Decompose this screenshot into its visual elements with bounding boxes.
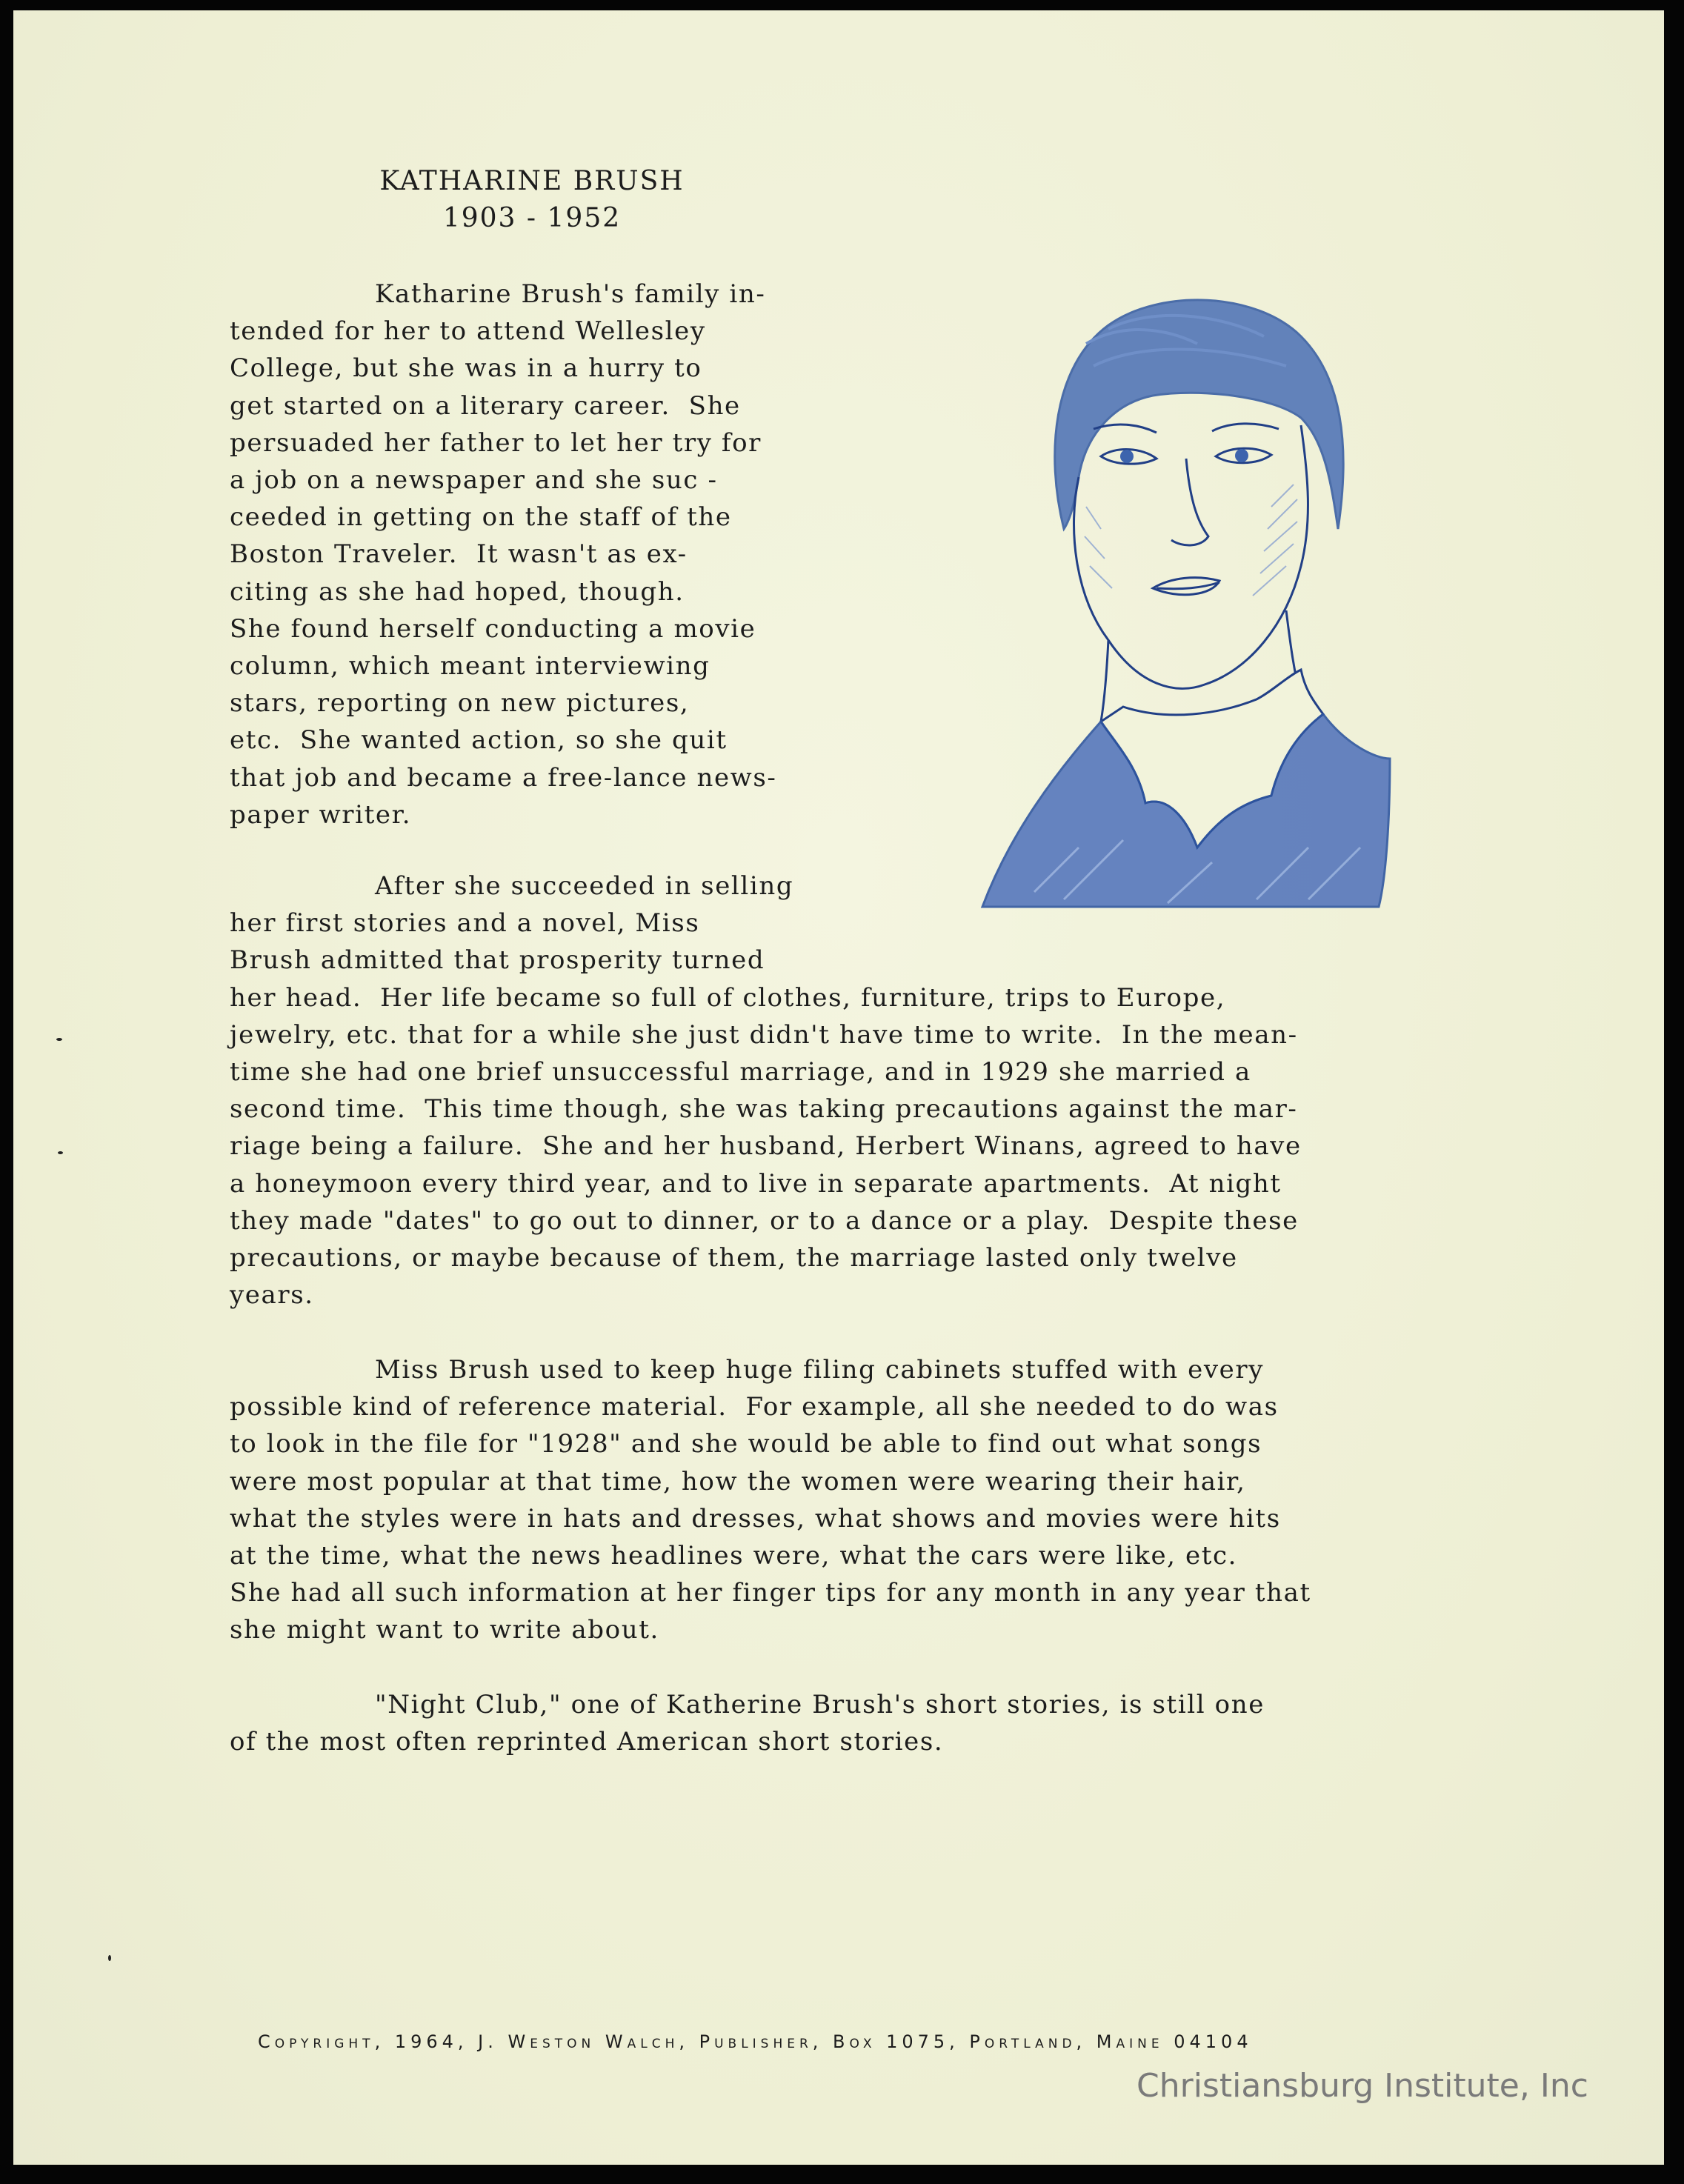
text-line: stars, reporting on new pictures, (230, 688, 690, 719)
text-line: second time. This time though, she was taking precautions against the mar- (230, 1094, 1298, 1125)
text-line: that job and became a free-lance news- (230, 762, 777, 793)
text-line: "Night Club," one of Katherine Brush's short stories, is still one (375, 1690, 1265, 1719)
paragraph-3 (230, 1351, 1311, 1649)
page-title (369, 163, 695, 237)
text-line: She had all such information at her finger tips for any month in any year that (230, 1578, 1311, 1608)
paragraph-1 (230, 276, 777, 833)
portrait-hair (1055, 300, 1343, 529)
text-line: paper writer. (230, 799, 412, 830)
text-line: etc. She wanted action, so she quit (230, 725, 728, 756)
paragraph-2 (230, 868, 1302, 1314)
text-line: her head. Her life became so full of clothes, furniture, trips to Europe, (230, 982, 1226, 1013)
text-line: She found herself conducting a movie (230, 613, 756, 644)
text-line: riage being a failure. She and her husband, Herbert Winans, agreed to have (230, 1131, 1302, 1162)
text-line: jewelry, etc. that for a while she just didn't have time to write. In the mean- (230, 1019, 1298, 1050)
text-line: were most popular at that time, how the women were wearing their hair, (230, 1466, 1246, 1496)
portrait-illustration (975, 284, 1397, 914)
paper-speck (108, 1955, 111, 1961)
copyright-footer: Copyright, 1964, J. Weston Walch, Publisher, Box 1075, Portland, Maine 04104 (258, 2031, 1253, 2052)
text-line: time she had one brief unsuccessful marriage, and in 1929 she married a (230, 1057, 1251, 1088)
text-line: After she succeeded in selling (375, 871, 794, 901)
text-line: they made "dates" to go out to dinner, or to a dance or a play. Despite these (230, 1205, 1299, 1236)
text-line: ceeded in getting on the staff of the (230, 502, 732, 533)
document-page (13, 10, 1664, 2165)
text-line: tended for her to attend Wellesley (230, 316, 706, 347)
author-years: 1903 - 1952 (442, 203, 622, 233)
text-line: possible kind of reference material. For example, all she needed to do was (230, 1392, 1279, 1422)
text-line: years. (230, 1280, 314, 1311)
text-line: citing as she had hoped, though. (230, 576, 685, 607)
paper-speck (56, 1038, 62, 1041)
paragraph-4 (230, 1686, 1265, 1760)
text-line: to look in the file for "1928" and she would be able to find out what songs (230, 1429, 1262, 1459)
text-line: a honeymoon every third year, and to live in separate apartments. At night (230, 1168, 1282, 1199)
text-line: persuaded her father to let her try for (230, 427, 762, 458)
text-line: precautions, or maybe because of them, the marriage lasted only twelve (230, 1243, 1238, 1274)
text-line: get started on a literary career. She (230, 390, 741, 421)
portrait-face (1074, 424, 1308, 689)
paper-speck (58, 1151, 63, 1154)
text-line: what the styles were in hats and dresses, what shows and movies were hits (230, 1503, 1281, 1534)
portrait-shading (1085, 485, 1297, 596)
text-line: Katharine Brush's family in- (375, 279, 766, 309)
text-line: College, but she was in a hurry to (230, 353, 702, 384)
text-line: Boston Traveler. It wasn't as ex- (230, 539, 688, 570)
text-line: her first stories and a novel, Miss (230, 908, 700, 939)
text-line: Brush admitted that prosperity turned (230, 945, 765, 976)
text-line: at the time, what the news headlines were, what the cars were like, etc. (230, 1541, 1238, 1571)
text-line: column, which meant interviewing (230, 651, 710, 682)
watermark-text: Christiansburg Institute, Inc (1136, 2067, 1588, 2105)
author-name: KATHARINE BRUSH (379, 166, 685, 196)
text-line: Miss Brush used to keep huge filing cabinets stuffed with every (375, 1355, 1265, 1385)
text-line: she might want to write about. (230, 1615, 659, 1645)
text-line: of the most often reprinted American short stories. (230, 1727, 944, 1757)
text-line: a job on a newspaper and she suc - (230, 465, 718, 496)
